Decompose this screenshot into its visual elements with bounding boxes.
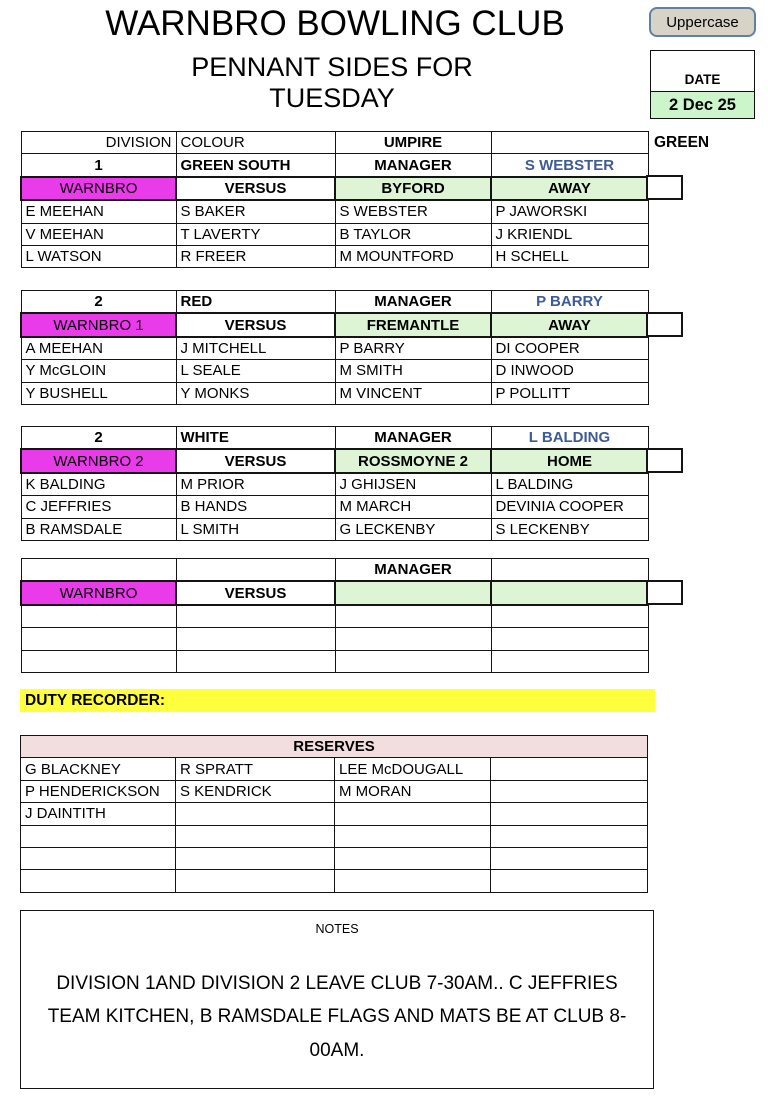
reserve-player-cell[interactable]: [335, 870, 491, 892]
reserve-player-cell[interactable]: [176, 803, 335, 825]
home-team-cell[interactable]: WARNBRO 2: [21, 449, 176, 472]
umpire-name-cell[interactable]: [491, 132, 648, 154]
home-team-cell[interactable]: WARNBRO 1: [21, 313, 176, 336]
reserve-player-cell[interactable]: [176, 825, 335, 847]
player-cell[interactable]: DEVINIA COOPER: [491, 496, 648, 518]
player-cell[interactable]: H SCHELL: [491, 245, 648, 267]
reserve-player-cell[interactable]: LEE McDOUGALL: [335, 758, 491, 780]
reserves-table: [20, 735, 648, 893]
player-cell[interactable]: P BARRY: [335, 337, 491, 360]
player-cell[interactable]: M MARCH: [335, 496, 491, 518]
page-subtitle-line1: PENNANT SIDES FOR: [191, 52, 473, 82]
player-cell[interactable]: [491, 650, 648, 672]
player-cell[interactable]: J GHIJSEN: [335, 473, 491, 496]
player-cell[interactable]: S BAKER: [176, 200, 335, 223]
colour-header-label[interactable]: COLOUR: [176, 132, 335, 154]
player-cell[interactable]: M SMITH: [335, 360, 491, 382]
reserve-player-cell[interactable]: [335, 825, 491, 847]
manager-label-cell[interactable]: MANAGER: [335, 154, 491, 177]
page-title: WARNBRO BOWLING CLUB: [105, 4, 565, 43]
division-table-3: [20, 426, 649, 541]
manager-label-cell[interactable]: MANAGER: [335, 427, 491, 450]
player-cell[interactable]: P JAWORSKI: [491, 200, 648, 223]
player-cell[interactable]: E MEEHAN: [21, 200, 176, 223]
reserve-player-cell[interactable]: R SPRATT: [176, 758, 335, 780]
player-cell[interactable]: [21, 628, 176, 650]
reserve-player-cell[interactable]: [491, 803, 648, 825]
reserve-player-cell[interactable]: G BLACKNEY: [21, 758, 176, 780]
reserve-player-cell[interactable]: [491, 758, 648, 780]
manager-name-cell[interactable]: [491, 559, 648, 582]
reserve-player-cell[interactable]: S KENDRICK: [176, 780, 335, 802]
division-table-2: [20, 290, 649, 405]
versus-label-cell[interactable]: VERSUS: [176, 581, 335, 604]
versus-label-cell[interactable]: VERSUS: [176, 449, 335, 472]
player-cell[interactable]: R FREER: [176, 245, 335, 267]
division-table-1: [20, 131, 710, 268]
player-cell[interactable]: G LECKENBY: [335, 518, 491, 540]
division-header-label[interactable]: DIVISION: [21, 132, 176, 154]
team-colour-cell[interactable]: [176, 559, 335, 582]
player-cell[interactable]: C JEFFRIES: [21, 496, 176, 518]
player-cell[interactable]: M PRIOR: [176, 473, 335, 496]
player-cell[interactable]: [21, 605, 176, 628]
opponent-cell[interactable]: FREMANTLE: [335, 313, 491, 336]
reserve-player-cell[interactable]: [491, 825, 648, 847]
reserve-player-cell[interactable]: [176, 870, 335, 892]
reserves-header-cell[interactable]: RESERVES: [21, 736, 648, 758]
player-cell[interactable]: B RAMSDALE: [21, 518, 176, 540]
rink-number-cell[interactable]: [646, 175, 683, 200]
player-cell[interactable]: L WATSON: [21, 245, 176, 267]
rink-number-cell[interactable]: [646, 448, 683, 473]
rink-number-cell[interactable]: [646, 312, 683, 337]
duty-recorder-label: DUTY RECORDER:: [25, 692, 166, 709]
player-cell[interactable]: L SEALE: [176, 360, 335, 382]
player-cell[interactable]: Y MONKS: [176, 382, 335, 404]
notes-body: DIVISION 1AND DIVISION 2 LEAVE CLUB 7-30AM.. C JEFFRIES TEAM KITCHEN, B RAMSDALE FLAGS AND MATS BE AT CLUB 8-00AM.: [47, 973, 627, 1061]
reserve-player-cell[interactable]: [21, 825, 176, 847]
team-colour-cell[interactable]: GREEN SOUTH: [176, 154, 335, 177]
date-label: DATE: [651, 51, 754, 92]
player-cell[interactable]: [176, 650, 335, 672]
rink-number-cell[interactable]: [646, 580, 683, 605]
player-cell[interactable]: D INWOOD: [491, 360, 648, 382]
player-cell[interactable]: [21, 650, 176, 672]
player-cell[interactable]: V MEEHAN: [21, 223, 176, 245]
player-cell[interactable]: B TAYLOR: [335, 223, 491, 245]
player-cell[interactable]: Y McGLOIN: [21, 360, 176, 382]
uppercase-button[interactable]: Uppercase: [649, 7, 756, 37]
reserve-player-cell[interactable]: [21, 847, 176, 869]
reserve-player-cell[interactable]: [335, 847, 491, 869]
venue-cell[interactable]: AWAY: [491, 313, 648, 336]
reserve-player-cell[interactable]: [491, 780, 648, 802]
opponent-cell[interactable]: ROSSMOYNE 2: [335, 449, 491, 472]
player-cell[interactable]: [176, 628, 335, 650]
player-cell[interactable]: J MITCHELL: [176, 337, 335, 360]
division-number-cell[interactable]: 1: [21, 154, 176, 177]
reserve-player-cell[interactable]: [335, 803, 491, 825]
reserve-player-cell[interactable]: J DAINTITH: [21, 803, 176, 825]
versus-label-cell[interactable]: VERSUS: [176, 177, 335, 200]
notes-box[interactable]: [20, 910, 654, 1089]
venue-cell[interactable]: HOME: [491, 449, 648, 472]
team-colour-cell[interactable]: RED: [176, 291, 335, 314]
player-cell[interactable]: [335, 650, 491, 672]
opponent-cell[interactable]: BYFORD: [335, 177, 491, 200]
venue-cell[interactable]: AWAY: [491, 177, 648, 200]
player-cell[interactable]: L SMITH: [176, 518, 335, 540]
green-label: GREEN: [654, 134, 710, 151]
player-cell[interactable]: S LECKENBY: [491, 518, 648, 540]
manager-name-cell[interactable]: L BALDING: [491, 427, 648, 450]
division-number-cell[interactable]: [21, 559, 176, 582]
reserve-player-cell[interactable]: [491, 870, 648, 892]
notes-title: NOTES: [315, 922, 359, 936]
player-cell[interactable]: [491, 605, 648, 628]
player-cell[interactable]: B HANDS: [176, 496, 335, 518]
reserve-player-cell[interactable]: M MORAN: [335, 780, 491, 802]
player-cell[interactable]: K BALDING: [21, 473, 176, 496]
division-table-4: [20, 558, 649, 673]
reserve-player-cell[interactable]: [21, 870, 176, 892]
manager-name-cell[interactable]: S WEBSTER: [491, 154, 648, 177]
player-cell[interactable]: Y BUSHELL: [21, 382, 176, 404]
home-team-cell[interactable]: WARNBRO: [21, 581, 176, 604]
player-cell[interactable]: P POLLITT: [491, 382, 648, 404]
player-cell[interactable]: DI COOPER: [491, 337, 648, 360]
player-cell[interactable]: T LAVERTY: [176, 223, 335, 245]
duty-recorder-cell[interactable]: [20, 689, 655, 712]
player-cell[interactable]: [176, 605, 335, 628]
date-value-cell[interactable]: 2 Dec 25: [651, 92, 754, 118]
player-cell[interactable]: [491, 628, 648, 650]
manager-label-cell[interactable]: MANAGER: [335, 291, 491, 314]
player-cell[interactable]: M VINCENT: [335, 382, 491, 404]
versus-label-cell[interactable]: VERSUS: [176, 313, 335, 336]
player-cell[interactable]: S WEBSTER: [335, 200, 491, 223]
date-box: [650, 50, 755, 119]
player-cell[interactable]: J KRIENDL: [491, 223, 648, 245]
division-number-cell[interactable]: 2: [21, 427, 176, 450]
manager-label-cell[interactable]: MANAGER: [335, 559, 491, 582]
division-number-cell[interactable]: 2: [21, 291, 176, 314]
team-colour-cell[interactable]: WHITE: [176, 427, 335, 450]
reserve-player-cell[interactable]: P HENDERICKSON: [21, 780, 176, 802]
manager-name-cell[interactable]: P BARRY: [491, 291, 648, 314]
player-cell[interactable]: A MEEHAN: [21, 337, 176, 360]
reserve-player-cell[interactable]: [176, 847, 335, 869]
page-subtitle-line2: TUESDAY: [269, 83, 395, 113]
reserve-player-cell[interactable]: [491, 847, 648, 869]
player-cell[interactable]: [335, 605, 491, 628]
home-team-cell[interactable]: WARNBRO: [21, 177, 176, 200]
player-cell[interactable]: M MOUNTFORD: [335, 245, 491, 267]
player-cell[interactable]: [335, 628, 491, 650]
umpire-header-label[interactable]: UMPIRE: [335, 132, 491, 154]
opponent-cell[interactable]: [335, 581, 491, 604]
venue-cell[interactable]: [491, 581, 648, 604]
player-cell[interactable]: L BALDING: [491, 473, 648, 496]
